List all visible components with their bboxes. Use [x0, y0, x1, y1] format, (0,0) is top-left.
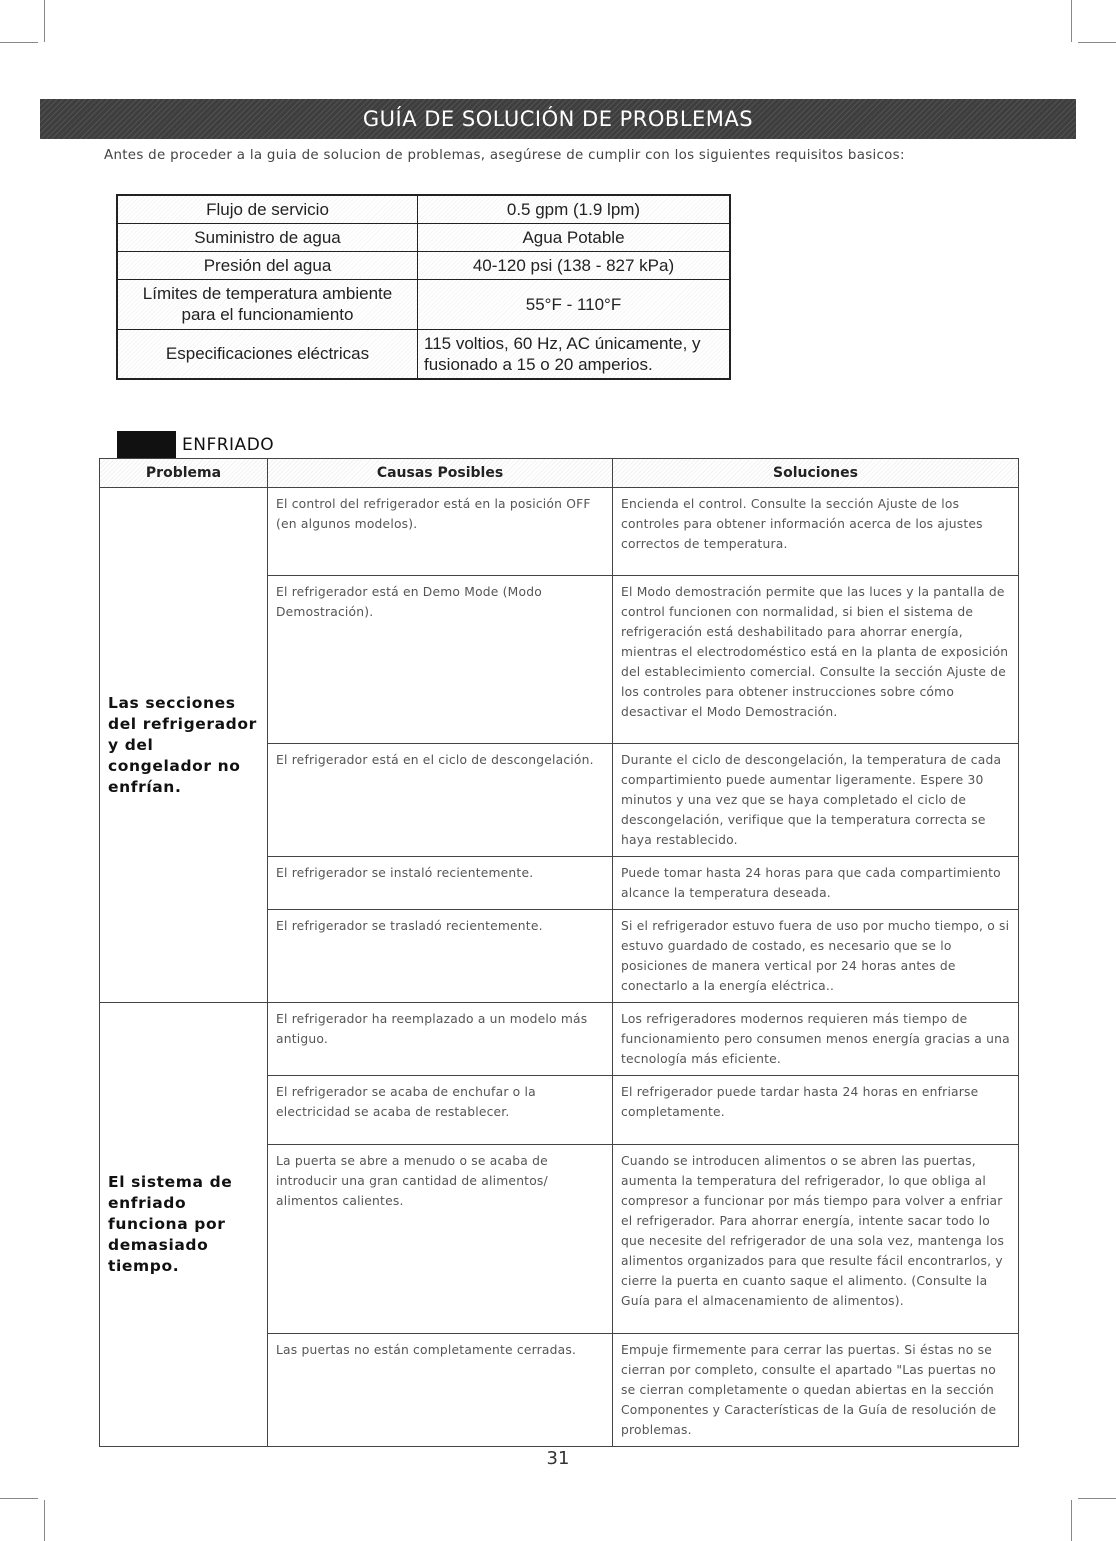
- crop-mark: [0, 42, 38, 43]
- crop-mark: [1078, 1498, 1116, 1499]
- solution-cell: Cuando se introducen alimentos o se abren las puertas, aumenta la temperatura del refrigerador, lo que obliga al compresor a funcionar por más tiempo para volver a enfriar el refrigerador. Para ahorrar energía, intente sacar todo lo que necesite del refrigerador de una sola vez, mantenga los alimentos organizados para que resulte fácil encontrarlos, y cierre la puerta en cuanto saque el alimento. (Consulte la Guía para el almacenamiento de alimentos).: [613, 1145, 1019, 1334]
- table-header-row: [100, 459, 1019, 488]
- crop-mark: [1078, 42, 1116, 43]
- cause-cell: El refrigerador se acaba de enchufar o la electricidad se acaba de restablecer.: [268, 1076, 613, 1145]
- spec-label: Presión del agua: [117, 251, 418, 279]
- cause-cell: El refrigerador está en el ciclo de descongelación.: [268, 744, 613, 857]
- crop-mark: [44, 1500, 45, 1541]
- cause-cell: El refrigerador se trasladó recientemente.: [268, 910, 613, 1003]
- page-title-banner: [40, 99, 1076, 139]
- spec-row: [117, 279, 730, 329]
- solution-cell: El refrigerador puede tardar hasta 24 horas en enfriarse completamente.: [613, 1076, 1019, 1145]
- spec-row: [117, 251, 730, 279]
- crop-mark: [1071, 0, 1072, 42]
- spec-row: [117, 223, 730, 251]
- column-header-solutions: Soluciones: [613, 459, 1019, 488]
- cause-cell: El refrigerador se instaló recientemente.: [268, 857, 613, 910]
- solution-cell: Los refrigeradores modernos requieren más tiempo de funcionamiento pero consumen menos energía gracias a una tecnología más eficiente.: [613, 1003, 1019, 1076]
- spec-value: 40-120 psi (138 - 827 kPa): [418, 251, 731, 279]
- spec-label: Límites de temperatura ambiente para el funcionamiento: [117, 279, 418, 329]
- spec-row: [117, 329, 730, 379]
- solution-cell: Empuje firmemente para cerrar las puertas. Si éstas no se cierran por completo, consulte el apartado "Las puertas no se cierran completamente o quedan abiertas en la sección Componentes y Características de la Guía de resolución de problemas.: [613, 1334, 1019, 1447]
- solution-cell: Durante el ciclo de descongelación, la temperatura de cada compartimiento puede aumentar ligeramente. Espere 30 minutos y una vez que se haya completado el ciclo de descongelación, verifique que la temperatura correcta se haya restablecido.: [613, 744, 1019, 857]
- spec-value: 55°F - 110°F: [418, 279, 731, 329]
- column-header-problem: Problema: [100, 459, 268, 488]
- intro-text: Antes de proceder a la guia de solucion de problemas, asegúrese de cumplir con los siguientes requisitos basicos:: [104, 148, 905, 163]
- solution-cell: Si el refrigerador estuvo fuera de uso por mucho tiempo, o si estuvo guardado de costado, es necesario que se lo posiciones de manera vertical por 24 horas antes de conectarlo a la energía eléctrica..: [613, 910, 1019, 1003]
- problem-cell: El sistema de enfriado funciona por demasiado tiempo.: [100, 1003, 268, 1447]
- spec-value: 115 voltios, 60 Hz, AC únicamente, y fusionado a 15 o 20 amperios.: [418, 329, 731, 379]
- problem-cell: Las secciones del refrigerador y del congelador no enfrían.: [100, 488, 268, 1003]
- cause-cell: El refrigerador está en Demo Mode (Modo Demostración).: [268, 576, 613, 744]
- section-marker: [117, 431, 176, 458]
- cause-cell: Las puertas no están completamente cerradas.: [268, 1334, 613, 1447]
- troubleshooting-table: [99, 458, 1019, 1447]
- requirements-table: [116, 194, 731, 380]
- spec-value: 0.5 gpm (1.9 lpm): [418, 195, 731, 223]
- cause-cell: El control del refrigerador está en la posición OFF (en algunos modelos).: [268, 488, 613, 576]
- solution-cell: El Modo demostración permite que las luces y la pantalla de control funcionen con normalidad, si bien el sistema de refrigeración está deshabilitado para ahorrar energía, mientras el electrodoméstico está en la planta de exposición del establecimiento comercial. Consulte la sección Ajuste de los controles para obtener instrucciones sobre cómo desactivar el Modo Demostración.: [613, 576, 1019, 744]
- column-header-causes: Causas Posibles: [268, 459, 613, 488]
- section-title: ENFRIADO: [182, 434, 275, 455]
- cause-cell: La puerta se abre a menudo o se acaba de introducir una gran cantidad de alimentos/ alimentos calientes.: [268, 1145, 613, 1334]
- spec-label: Flujo de servicio: [117, 195, 418, 223]
- crop-mark: [0, 1498, 38, 1499]
- spec-label: Especificaciones eléctricas: [117, 329, 418, 379]
- spec-row: [117, 195, 730, 223]
- section-heading: [117, 431, 274, 458]
- solution-cell: Encienda el control. Consulte la sección Ajuste de los controles para obtener información acerca de los ajustes correctos de temperatura.: [613, 488, 1019, 576]
- cause-cell: El refrigerador ha reemplazado a un modelo más antiguo.: [268, 1003, 613, 1076]
- crop-mark: [44, 0, 45, 42]
- spec-label: Suministro de agua: [117, 223, 418, 251]
- spec-value: Agua Potable: [418, 223, 731, 251]
- table-row: [100, 1003, 1019, 1076]
- solution-cell: Puede tomar hasta 24 horas para que cada compartimiento alcance la temperatura deseada.: [613, 857, 1019, 910]
- page-number: 31: [546, 1448, 570, 1469]
- table-row: [100, 488, 1019, 576]
- crop-mark: [1071, 1500, 1072, 1541]
- page-title: GUÍA DE SOLUCIÓN DE PROBLEMAS: [362, 107, 754, 131]
